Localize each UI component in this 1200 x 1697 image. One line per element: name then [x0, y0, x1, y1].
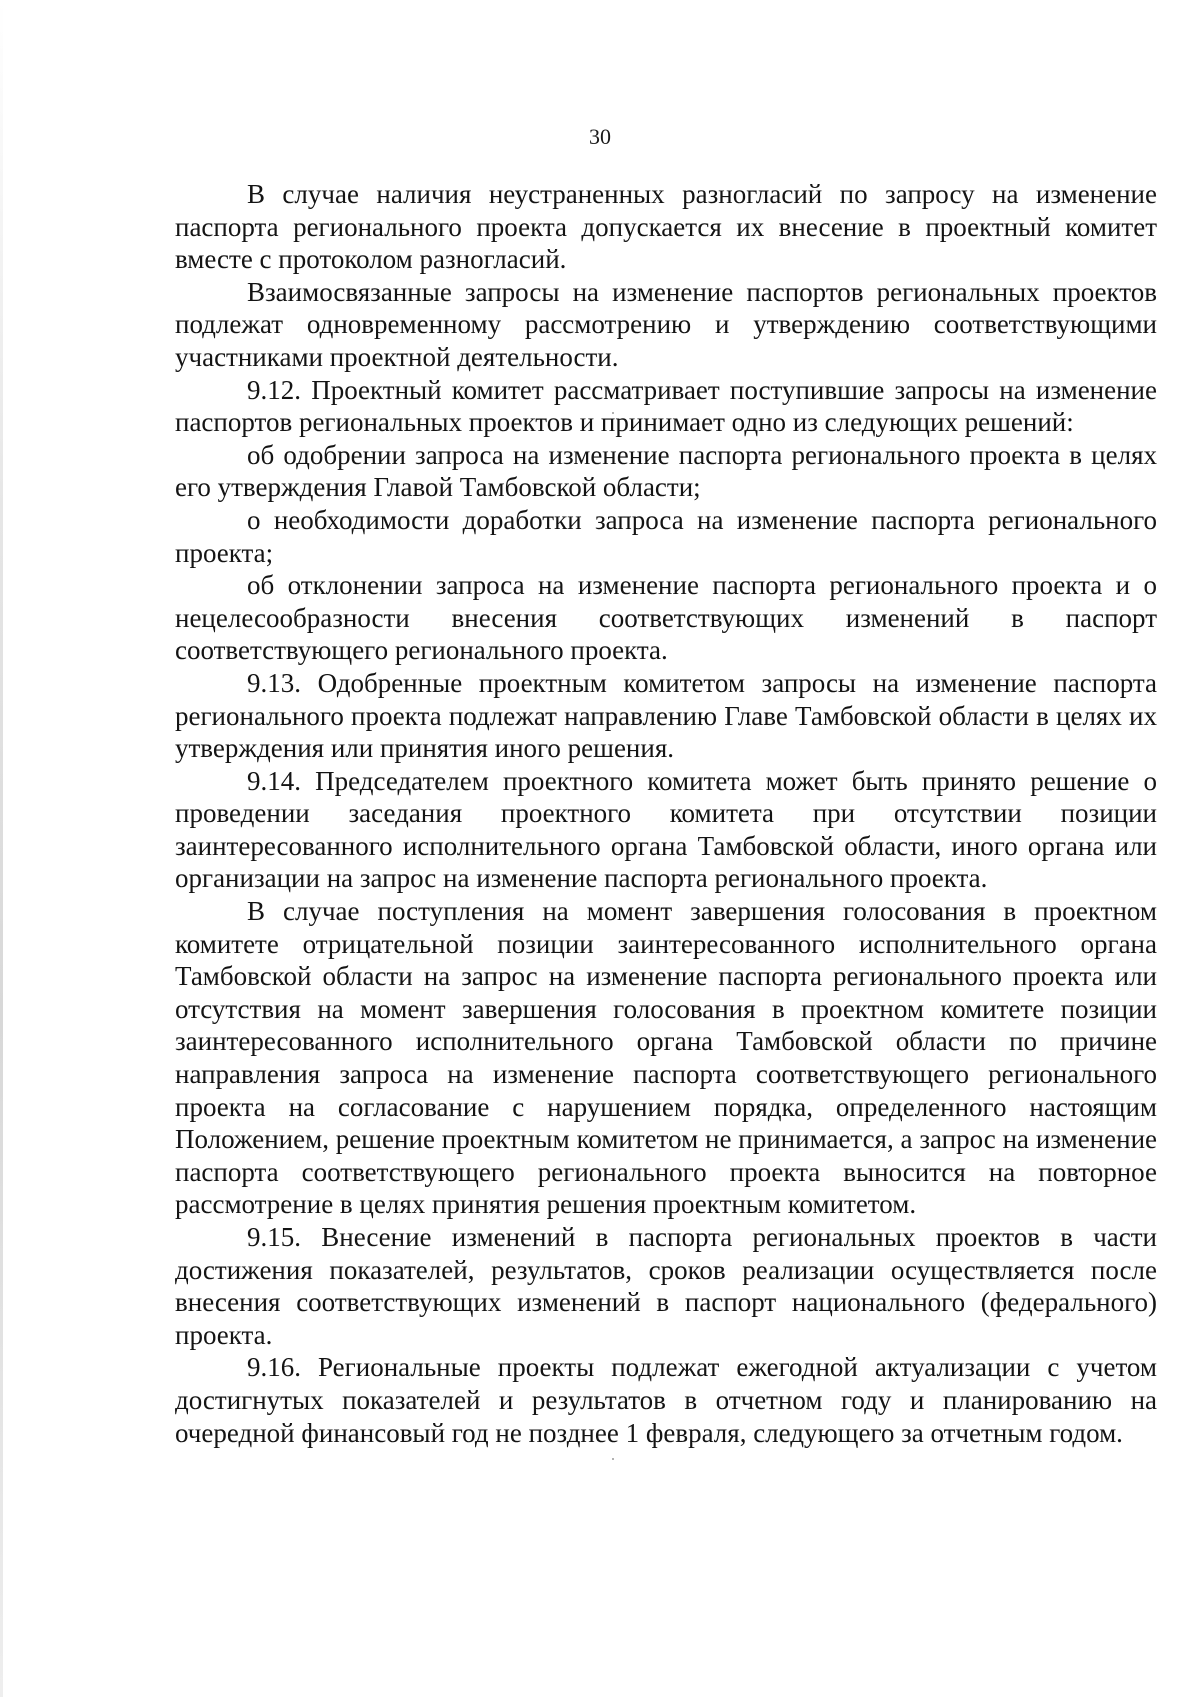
paragraph-9-12: 9.12. Проектный комитет рассматривает поступившие запросы на изменение паспортов региональных проектов и принимает одно из следующих решений:: [175, 374, 1157, 438]
paragraph-9-16: 9.16. Региональные проекты подлежат ежегодной актуализации с учетом достигнутых показателей и результатов в отчетном году и планированию на очередной финансовый год не позднее 1 февраля, следующего за отчетным годом.: [175, 1352, 1157, 1448]
paragraph-disagreements: В случае наличия неустраненных разногласий по запросу на изменение паспорта регионального проекта допускается их внесение в проектный комитет вместе с протоколом разногласий.: [175, 179, 1157, 275]
paragraph-related-requests: Взаимосвязанные запросы на изменение паспортов региональных проектов подлежат одновременному рассмотрению и утверждению соответствующими участниками проектной деятельности.: [175, 276, 1157, 372]
paragraph-decision-reject: об отклонении запроса на изменение паспорта регионального проекта и о нецелесообразности внесения соответствующих изменений в паспорт соответствующего регионального проекта.: [175, 570, 1157, 666]
scan-edge-shadow: [0, 0, 3, 1697]
paragraph-9-13: 9.13. Одобренные проектным комитетом запросы на изменение паспорта регионального проекта подлежат направлению Главе Тамбовской области в целях их утверждения или принятия иного решения.: [175, 667, 1157, 764]
paragraph-decision-approve: об одобрении запроса на изменение паспорта регионального проекта в целях его утверждения Главой Тамбовской области;: [175, 439, 1157, 503]
scan-speck: [612, 1458, 614, 1460]
paragraph-voting-position: В случае поступления на момент завершения голосования в проектном комитете отрицательной позиции заинтересованного исполнительного органа Тамбовской области на запрос на изменение паспорта регионального проекта или отсутствия на момент завершения голосования в проектном комитете позиции заинтересованного исполнительного органа Тамбовской области по причине направления запроса на изменение паспорта соответствующего регионального проекта на согласование с нарушением порядка, определенного настоящим Положением, решение проектным комитетом не принимается, а запрос на изменение паспорта соответствующего регионального проекта выносится на повторное рассмотрение в целях принятия решения проектным комитетом.: [175, 896, 1157, 1220]
document-body: [175, 178, 1157, 1449]
paragraph-decision-revise: о необходимости доработки запроса на изменение паспорта регионального проекта;: [175, 504, 1157, 568]
paragraph-9-15: 9.15. Внесение изменений в паспорта региональных проектов в части достижения показателей, результатов, сроков реализации осуществляется после внесения соответствующих изменений в паспорт национального (федерального) проекта.: [175, 1222, 1157, 1350]
paragraph-9-14: 9.14. Председателем проектного комитета может быть принято решение о проведении заседания проектного комитета при отсутствии позиции заинтересованного исполнительного органа Тамбовской области, иного органа или организации на запрос на изменение паспорта регионального проекта.: [175, 765, 1157, 894]
page-number: 30: [589, 124, 611, 149]
